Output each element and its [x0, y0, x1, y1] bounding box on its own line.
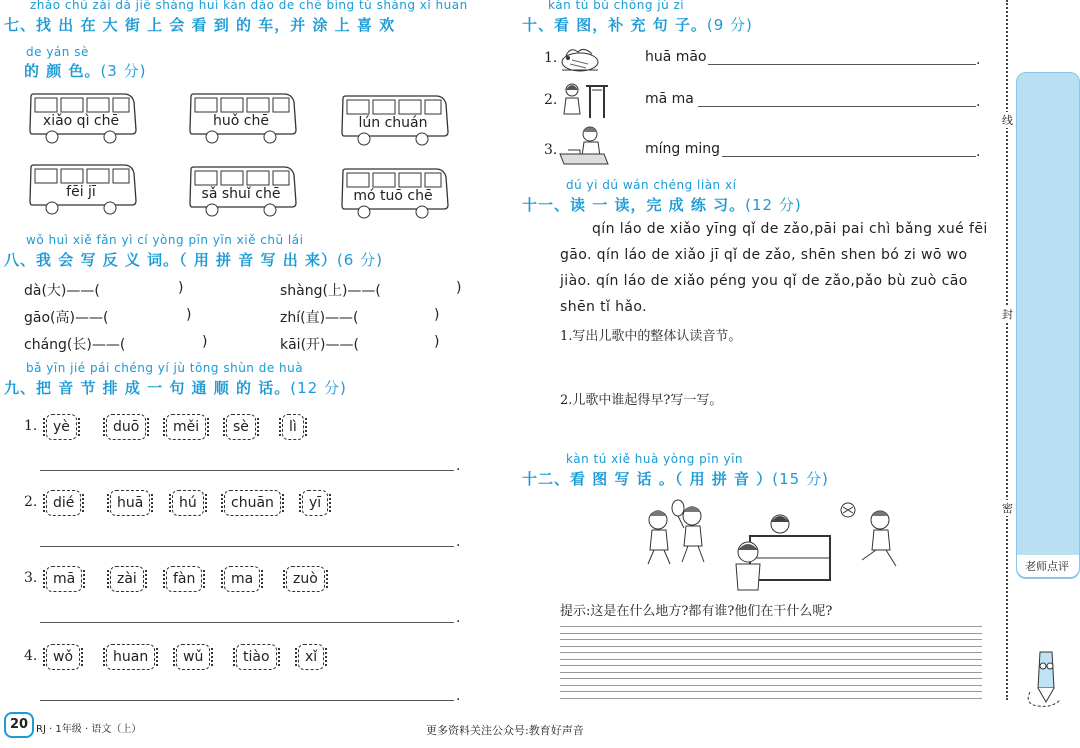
writing-line[interactable] [560, 659, 982, 660]
syllable-card[interactable]: yī [302, 490, 328, 516]
sec9-points: (12 分) [290, 379, 347, 397]
syllable-card[interactable]: tiào [236, 644, 277, 670]
syllable-card[interactable]: chuān [224, 490, 281, 516]
syllable-card[interactable]: fàn [166, 566, 202, 592]
sec7-points: (3 分) [100, 62, 147, 80]
binding-line [1006, 0, 1008, 700]
sec10-answer-line-3[interactable] [722, 156, 976, 157]
syllable-card[interactable]: zuò [286, 566, 325, 592]
syllable-card[interactable]: hú [172, 490, 204, 516]
syllable-card[interactable]: ma [224, 566, 260, 592]
sec10-points: (9 分) [706, 16, 753, 34]
vehicle-label: lún chuán [358, 115, 428, 131]
sec9-period: . [456, 688, 461, 704]
syllable-card[interactable]: mā [46, 566, 82, 592]
writing-line[interactable] [560, 691, 982, 692]
passage-line-4: shēn tǐ hǎo. [560, 299, 647, 315]
sec8-title: 八、我 会 写 反 义 词。（ 用 拼 音 写 出 来）(6 分) [4, 251, 383, 269]
syllable-card[interactable]: yè [46, 414, 77, 440]
antonym-close-2: ) [456, 280, 462, 296]
sec12-title: 十二、看 图 写 话 。（ 用 拼 音 ）(15 分) [522, 470, 829, 488]
antonym-item-5: cháng(长)——( [24, 337, 126, 353]
writing-line[interactable] [560, 652, 982, 653]
mother-picture [558, 80, 610, 120]
syllable-card[interactable]: lì [282, 414, 304, 440]
sec9-row-num: 2. [24, 494, 38, 510]
syllable-card[interactable]: huan [106, 644, 155, 670]
sec11-points: (12 分) [745, 196, 802, 214]
sec7-title-pinyin: zhǎo chū zài dà jiē shàng huì kàn dào de chē bìng tú shàng xǐ huan [30, 0, 468, 12]
binding-mark-3: 密 [1002, 502, 1013, 515]
syllable-card[interactable]: duō [106, 414, 146, 440]
vehicle-label: mó tuō chē [353, 188, 433, 204]
teacher-comment-label: 老师点评 [1025, 560, 1069, 573]
sec10-title-pinyin: kàn tú bǔ chōng jù zi [548, 0, 685, 12]
writing-line[interactable] [560, 633, 982, 634]
sec10-word-2: mā ma [645, 91, 694, 107]
vehicle-1[interactable] [28, 92, 134, 142]
sec9-answer-line[interactable] [40, 622, 454, 623]
passage-line-2: gāo. qín láo de xiǎo jī qǐ de zǎo, shēn shen bó zi wō wo [560, 247, 968, 263]
sec10-period-1: . [976, 52, 981, 68]
sec9-answer-line[interactable] [40, 470, 454, 471]
sec9-row-num: 1. [24, 418, 38, 434]
vehicle-4[interactable] [28, 163, 134, 213]
sec11-question-2: 2.儿歌中谁起得早?写一写。 [560, 393, 723, 408]
antonym-item-2: shàng(上)——( [280, 283, 381, 299]
sec9-period: . [456, 458, 461, 474]
sec11-title-pinyin: dú yi dú wán chéng liàn xí [566, 178, 737, 192]
sec10-num-2: 2. [544, 92, 558, 108]
sec12-title-pinyin: kàn tú xiě huà yòng pīn yīn [566, 452, 744, 466]
sec7-title: 七、找 出 在 大 街 上 会 看 到 的 车，并 涂 上 喜 欢 [4, 16, 396, 34]
sec9-answer-line[interactable] [40, 546, 454, 547]
antonym-close-4: ) [434, 307, 440, 323]
syllable-card[interactable]: sè [226, 414, 256, 440]
writing-line[interactable] [560, 626, 982, 627]
sec9-title: 九、把 音 节 排 成 一 句 通 顺 的 话。(12 分) [4, 379, 347, 397]
sec10-period-3: . [976, 144, 981, 160]
sec10-num-1: 1. [544, 50, 558, 66]
syllable-card[interactable]: xǐ [298, 644, 324, 670]
binding-mark-2: 封 [1002, 308, 1013, 321]
syllable-card[interactable]: wǔ [176, 644, 210, 670]
antonym-item-3: gāo(高)——( [24, 310, 109, 326]
syllable-card[interactable]: huā [110, 490, 150, 516]
sec10-word-1: huā māo [645, 49, 707, 65]
syllable-card[interactable]: wǒ [46, 644, 80, 670]
vehicle-3[interactable] [340, 94, 446, 144]
writing-line[interactable] [560, 685, 982, 686]
sec9-answer-line[interactable] [40, 700, 454, 701]
writing-line[interactable] [560, 672, 982, 673]
antonym-item-6: kāi(开)——( [280, 337, 359, 353]
vehicle-label: sǎ shuǐ chē [201, 186, 281, 202]
syllable-card[interactable]: měi [166, 414, 206, 440]
page-number: 20 [4, 712, 34, 738]
footer-notice: 更多资料关注公众号:教育好声音 [426, 724, 584, 737]
sec12-hint: 提示:这是在什么地方?都有谁?他们在干什么呢? [560, 604, 833, 619]
antonym-item-4: zhí(直)——( [280, 310, 359, 326]
vehicle-5[interactable] [188, 165, 294, 215]
sec8-points: (6 分) [336, 251, 383, 269]
sec10-period-2: . [976, 94, 981, 110]
writing-line[interactable] [560, 639, 982, 640]
sec10-word-3: míng ming [645, 141, 721, 157]
vehicle-2[interactable] [188, 92, 294, 142]
sec8-title-pinyin: wǒ huì xiě fǎn yì cí yòng pīn yīn xiě chū lái [26, 233, 304, 247]
antonym-item-1: dà(大)——( [24, 283, 100, 299]
sec10-title: 十、看 图，补 充 句 子。(9 分) [522, 16, 753, 34]
antonym-close-5: ) [202, 334, 208, 350]
sec10-num-3: 3. [544, 142, 558, 158]
sec9-period: . [456, 610, 461, 626]
antonym-close-6: ) [434, 334, 440, 350]
sec11-question-1: 1.写出儿歌中的整体认读音节。 [560, 329, 742, 344]
sec9-row-num: 4. [24, 648, 38, 664]
syllable-card[interactable]: zài [110, 566, 144, 592]
syllable-card[interactable]: dié [46, 490, 81, 516]
sec11-title: 十一、读 一 读，完 成 练 习。(12 分) [522, 196, 802, 214]
cat-picture [558, 42, 602, 74]
sec7-title2: 的 颜 色。(3 分) [24, 62, 147, 80]
book-info: RJ · 1年级 · 语文（上） [36, 724, 142, 735]
binding-mark-1: 线 [1002, 114, 1013, 127]
vehicle-6[interactable] [340, 167, 446, 217]
sec7-title2-pinyin: de yán sè [26, 45, 89, 59]
pencil-mascot-icon [1024, 648, 1068, 710]
xiaoming-picture [558, 124, 610, 168]
antonym-close-3: ) [186, 307, 192, 323]
passage-line-1: qín láo de xiǎo yīng qǐ de zǎo,pāi pai chì bǎng xué fēi [592, 221, 988, 237]
writing-line[interactable] [560, 665, 982, 666]
sec9-title-pinyin: bǎ yīn jié pái chéng yí jù tōng shùn de huà [26, 361, 304, 375]
sec10-answer-line-1[interactable] [708, 64, 976, 65]
passage-line-3: jiào. qín láo de xiǎo péng you qǐ de zǎo,pǎo bù zuò cāo [560, 273, 968, 289]
vehicle-label: xiǎo qì chē [42, 113, 120, 129]
sec9-period: . [456, 534, 461, 550]
sec10-answer-line-2[interactable] [698, 106, 976, 107]
writing-line[interactable] [560, 698, 982, 699]
sec9-row-num: 3. [24, 570, 38, 586]
writing-line[interactable] [560, 646, 982, 647]
sec12-points: (15 分) [772, 470, 829, 488]
vehicle-label: fēi jī [66, 184, 96, 200]
teacher-comment-panel[interactable] [1016, 72, 1080, 579]
antonym-close-1: ) [178, 280, 184, 296]
vehicle-label: huǒ chē [213, 113, 269, 129]
playground-picture [640, 494, 912, 594]
writing-line[interactable] [560, 678, 982, 679]
